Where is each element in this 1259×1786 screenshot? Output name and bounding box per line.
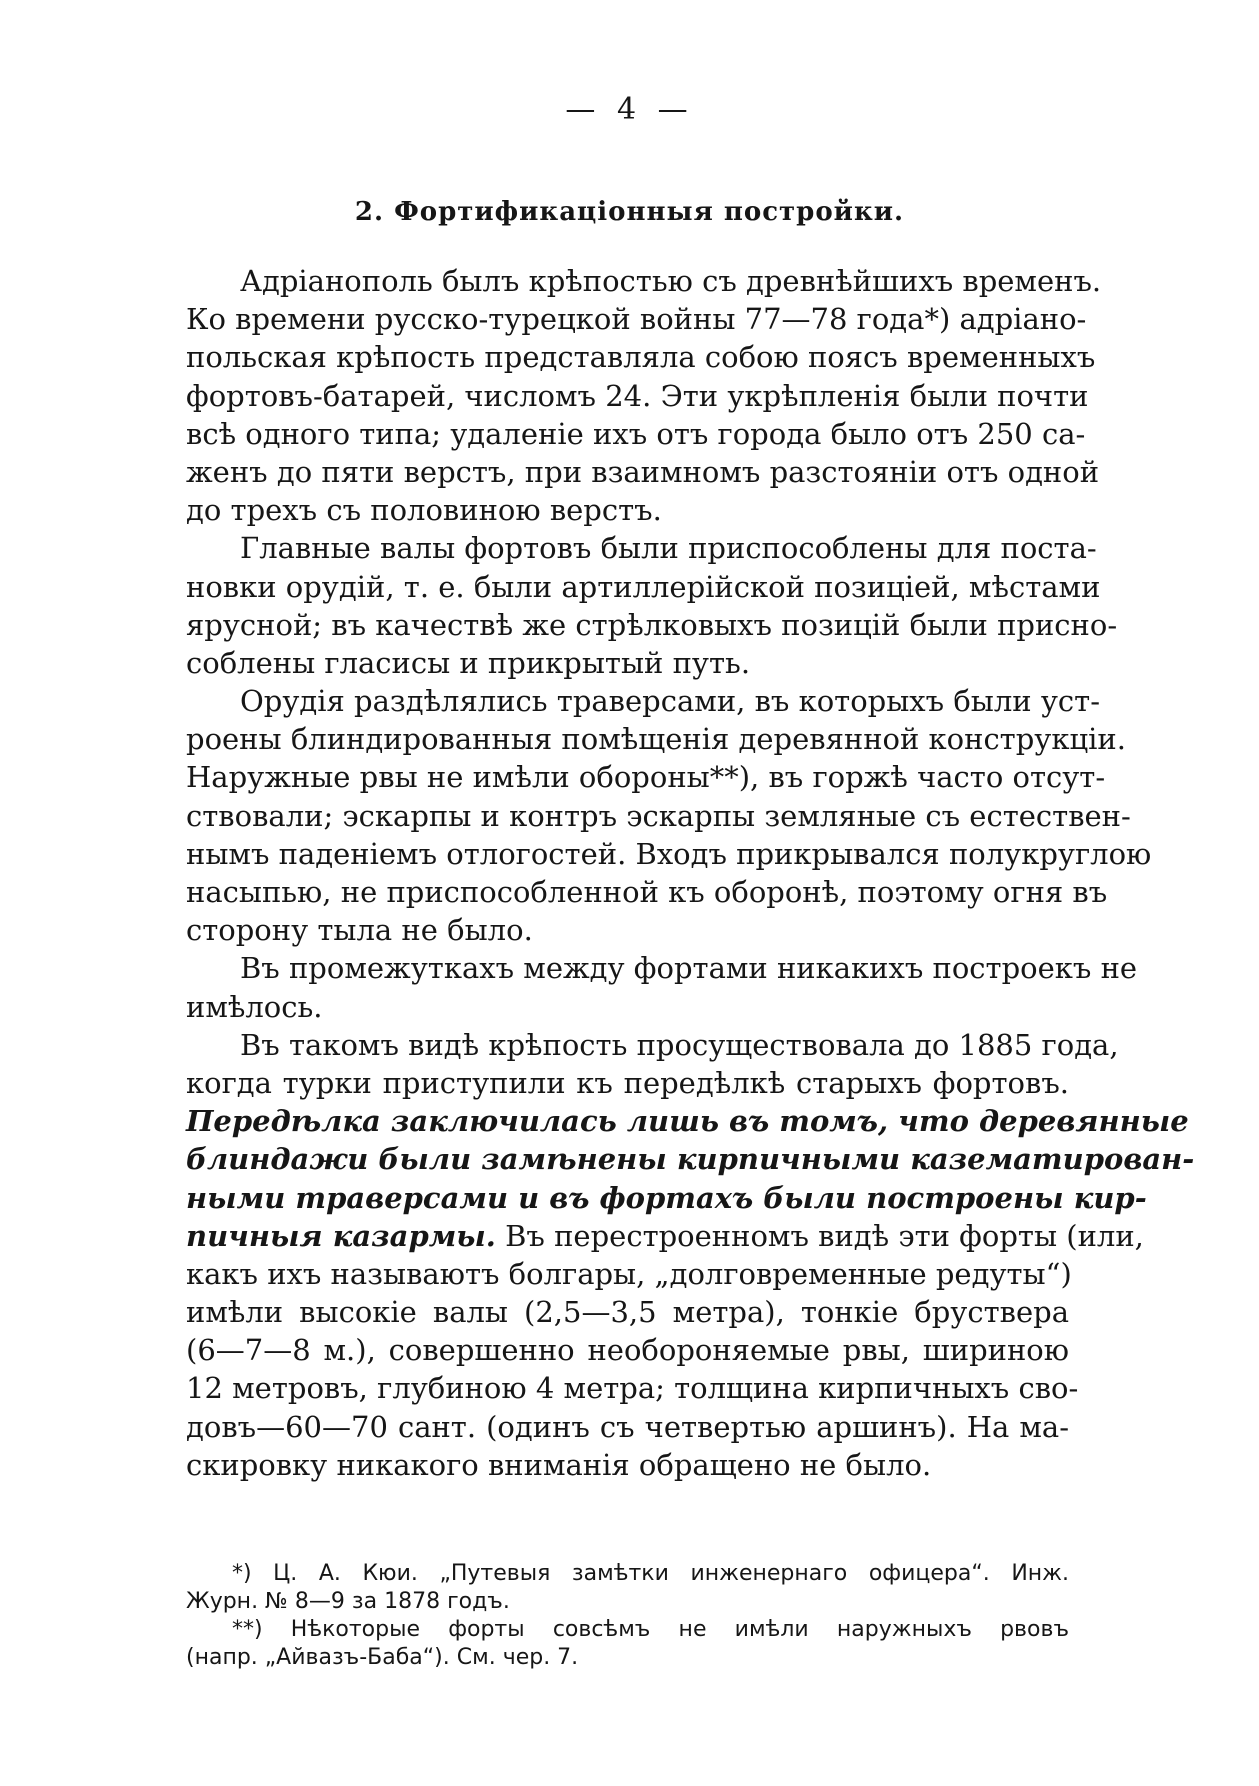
italic-text-line: ными траверсами и въ фортахъ были построены кир-	[186, 1180, 1147, 1215]
text-line: ствовали; эскарпы и контръ эскарпы земляные съ естествен-	[186, 798, 1131, 833]
paragraph-3	[186, 682, 1152, 949]
text-line: сторону тыла не было.	[186, 913, 533, 948]
paragraph-5	[186, 1026, 1195, 1484]
text-line: соблены гласисы и прикрытый путь.	[186, 645, 751, 680]
text-line: ярусной; въ качествѣ же стрѣлковыхъ позицій были присно-	[186, 607, 1118, 642]
footnote-line: *) Ц. А. Кюи. „Путевыя замѣтки инженернаго офицера“. Инж.	[232, 1561, 1069, 1586]
body-text	[186, 262, 1195, 1484]
text-line: Орудія раздѣлялись траверсами, въ которыхъ были уст-	[240, 684, 1100, 719]
text-line: довъ—60—70 сант. (одинъ съ четвертью аршинъ). На ма-	[186, 1409, 1069, 1444]
text-line: когда турки приступили къ передѣлкѣ старыхъ фортовъ.	[186, 1065, 1069, 1100]
text-line: Въ такомъ видѣ крѣпость просуществовала до 1885 года,	[240, 1027, 1119, 1062]
italic-fragment: пичныя казармы.	[186, 1218, 496, 1253]
footnote-line: **) Нѣкоторые форты совсѣмъ не имѣли наружныхъ рвовъ	[232, 1617, 1069, 1642]
footnotes	[186, 1560, 1069, 1672]
text-line: Ко времени русско-турецкой войны 77—78 года*) адріано-	[186, 302, 1087, 337]
text-line: какъ ихъ называютъ болгары, „долговременные редуты“)	[186, 1256, 1072, 1291]
text-line: 12 метровъ, глубиною 4 метра; толщина кирпичныхъ сво-	[186, 1371, 1079, 1406]
text-line: всѣ одного типа; удаленіе ихъ отъ города было отъ 250 са-	[186, 416, 1086, 451]
text-line: скировку никакого вниманія обращено не было.	[186, 1447, 932, 1482]
footnote-line: (напр. „Айвазъ-Баба“). См. чер. 7.	[186, 1645, 579, 1670]
text-line: насыпью, не приспособленной къ оборонѣ, поэтому огня въ	[186, 875, 1108, 909]
text-line: роены блиндированныя помѣщенія деревянной конструкціи.	[186, 722, 1126, 757]
text-line: Въ промежуткахъ между фортами никакихъ построекъ не	[240, 951, 1138, 986]
text-line: нымъ паденіемъ отлогостей. Входъ прикрывался полукруглою	[186, 836, 1152, 871]
text-line: Адріанополь былъ крѣпостью съ древнѣйшихъ временъ.	[240, 264, 1102, 298]
text-line: польская крѣпость представляла собою поясъ временныхъ	[186, 340, 1096, 375]
text-line: Главные валы фортовъ были приспособлены для поста-	[240, 531, 1097, 566]
text-line: фортовъ-батарей, числомъ 24. Эти укрѣпленія были почти	[186, 378, 1089, 413]
paragraph-2	[186, 529, 1118, 682]
italic-text-line: блиндажи были замѣнены кирпичными казематирован-	[186, 1142, 1195, 1177]
section-heading: 2. Фортификаціонныя постройки.	[354, 197, 905, 227]
text-line: (6—7—8 м.), совершенно необороняемые рвы, шириною	[186, 1333, 1069, 1368]
text-line: имѣли высокіе валы (2,5—3,5 метра), тонкіе бруствера	[186, 1295, 1069, 1330]
text-line: Наружные рвы не имѣли обороны**), въ горжѣ часто отсут-	[186, 760, 1106, 795]
text-line: женъ до пяти верстъ, при взаимномъ разстояніи отъ одной	[186, 454, 1100, 489]
paragraph-4	[186, 949, 1138, 1025]
text-line: имѣлось.	[186, 989, 323, 1024]
text-line: до трехъ съ половиною верстъ.	[186, 493, 662, 528]
mixed-text-line	[186, 1217, 1144, 1255]
paragraph-1	[186, 262, 1102, 529]
text-line: новки орудій, т. е. были артиллерійской позиціей, мѣстами	[186, 569, 1101, 604]
normal-fragment: Въ перестроенномъ видѣ эти форты (или,	[495, 1218, 1144, 1253]
italic-text-line: Передѣлка заключилась лишь въ томъ, что деревянные	[186, 1104, 1189, 1139]
page-number: — 4 —	[565, 92, 694, 127]
footnote-line: Журн. № 8—9 за 1878 годъ.	[186, 1589, 510, 1614]
